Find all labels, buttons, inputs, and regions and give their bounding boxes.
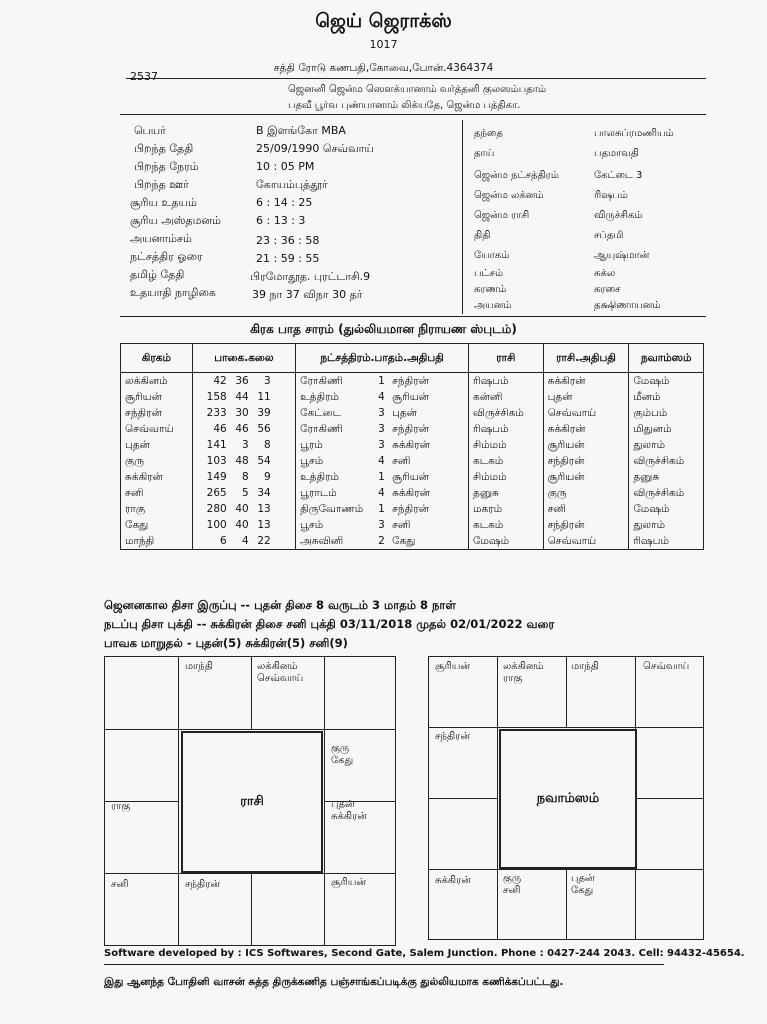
calculation-note: இது ஆனந்த போதினி வாசன் சுத்த திருக்கணித பஞ்சாங்கப்படிக்கு துல்லியமாக கணிக்கப்பட்டது.	[104, 976, 564, 988]
shop-number: 1017	[369, 38, 398, 51]
table-row	[121, 533, 704, 550]
planet-table	[120, 343, 704, 550]
star-lord: சூரியன்	[392, 470, 429, 483]
detail-label: பிறந்த தேதி	[134, 142, 194, 155]
detail-value: 21 : 59 : 55	[256, 252, 320, 265]
degree-minute	[192, 437, 295, 453]
table-header-row	[121, 344, 704, 373]
detail-value: கேட்டை 3	[594, 170, 643, 181]
detail-label: பிறந்த நேரம்	[134, 160, 199, 173]
degree: 100	[206, 519, 227, 531]
degree: 233	[206, 407, 227, 419]
detail-value: கோயம்புத்தூர்	[256, 178, 328, 191]
detail-label: ஜென்ம லக்னம்	[474, 190, 544, 201]
detail-value: சுக்ல	[594, 268, 616, 279]
pada: 3	[378, 422, 385, 435]
detail-value: 6 : 14 : 25	[256, 196, 313, 209]
rasi: கடகம்	[469, 517, 544, 533]
nakshatra-pada-lord	[296, 485, 469, 501]
rasi-lord: செவ்வாய்	[543, 405, 629, 421]
detail-value: பிரமோதூத. புரட்டாசி.9	[250, 270, 371, 283]
minute: 8	[242, 471, 249, 483]
rasi: மகரம்	[469, 501, 544, 517]
table-row	[121, 421, 704, 437]
detail-value: 25/09/1990 செவ்வாய்	[256, 142, 374, 155]
table-row	[121, 373, 704, 390]
navamsa: தனுசு	[629, 469, 704, 485]
rasi-lord: சந்திரன்	[543, 453, 629, 469]
second: 8	[264, 439, 271, 451]
table-title: கிரக பாத சாரம் (துல்லியமான நிராயண ஸ்புடம்)	[250, 322, 517, 336]
second: 39	[257, 407, 271, 419]
table-row	[121, 453, 704, 469]
degree-minute	[192, 453, 295, 469]
degree: 149	[206, 471, 227, 483]
detail-label: அயனம்	[474, 300, 512, 311]
detail-label: சூரிய அஸ்தமனம்	[130, 214, 221, 227]
detail-value: 23 : 36 : 58	[256, 234, 320, 247]
minute: 3	[242, 439, 249, 451]
detail-label: தமிழ் தேதி	[130, 268, 185, 281]
degree: 46	[213, 423, 227, 435]
detail-value: பாலசுப்ரமணியம்	[594, 128, 674, 139]
rasi-lord: செவ்வாய்	[543, 533, 629, 550]
divider	[120, 316, 706, 317]
table-header: ராசி	[469, 344, 544, 373]
pada: 3	[378, 406, 385, 419]
serial-number: 2537	[130, 70, 158, 83]
rasi-house-3: லக்கினம் செவ்வாய்	[257, 661, 304, 684]
navamsa: விருச்சிகம்	[629, 485, 704, 501]
navamsa-house-4: செவ்வாய்	[643, 661, 690, 672]
nakshatra-pada-lord	[296, 437, 469, 453]
degree: 141	[206, 439, 227, 451]
navamsa: கும்பம்	[629, 405, 704, 421]
blessing-line-1: ஜெனனி ஜென்ம ஸௌக்யானாம் வர்த்தனி குலஸம்பதாம்	[288, 84, 547, 95]
degree-minute	[192, 469, 295, 485]
navamsa-house-3: மாந்தி	[571, 661, 599, 672]
second: 56	[257, 423, 271, 435]
rasi-center: ராசி	[181, 731, 323, 873]
second: 13	[257, 519, 271, 531]
navamsa: விருச்சிகம்	[629, 453, 704, 469]
planet-name: குரு	[121, 453, 193, 469]
rasi: மேஷம்	[469, 533, 544, 550]
table-row	[121, 501, 704, 517]
degree-minute	[192, 421, 295, 437]
pada: 4	[378, 390, 385, 403]
degree-minute	[192, 405, 295, 421]
software-credit: Software developed by : ICS Softwares, Second Gate, Salem Junction. Phone : 0427-244 2043. Cell: 94432-45654.	[104, 948, 745, 959]
table-header: நட்சத்திரம்.பாதம்.அதிபதி	[296, 344, 469, 373]
navamsa: மேஷம்	[629, 373, 704, 390]
details-divider	[462, 120, 463, 314]
nakshatra-pada-lord	[296, 421, 469, 437]
table-row	[121, 485, 704, 501]
rasi: ரிஷபம்	[469, 421, 544, 437]
nakshatra: பூசம்	[300, 454, 324, 467]
detail-label: திதி	[474, 230, 491, 241]
navamsa-house-1: சூரியன்	[435, 661, 471, 672]
second: 13	[257, 503, 271, 515]
detail-label: பிறந்த ஊர்	[134, 178, 189, 191]
nakshatra: பூராடம்	[300, 486, 337, 499]
rasi-chart	[104, 656, 396, 946]
pada: 1	[378, 374, 385, 387]
rasi-house-5: ராகு	[111, 801, 131, 812]
planet-name: சூரியன்	[121, 389, 193, 405]
nakshatra: பூசம்	[300, 518, 324, 531]
pada: 2	[378, 534, 385, 547]
minute: 40	[235, 519, 249, 531]
nakshatra-pada-lord	[296, 405, 469, 421]
nakshatra-pada-lord	[296, 501, 469, 517]
planet-name: ராகு	[121, 501, 193, 517]
planet-name: கேது	[121, 517, 193, 533]
planet-name: செவ்வாய்	[121, 421, 193, 437]
table-header: பாகை.கலை	[192, 344, 295, 373]
detail-label: நட்சத்திர ஓரை	[130, 250, 203, 263]
degree: 6	[220, 535, 227, 547]
navamsa-house-5: சந்திரன்	[435, 731, 471, 742]
navamsa-house-13: சுக்கிரன்	[435, 875, 471, 886]
detail-label: யோகம்	[474, 250, 510, 261]
detail-value: 39 நா 37 விநா 30 தர்	[252, 288, 363, 301]
pada: 1	[378, 470, 385, 483]
table-row	[121, 389, 704, 405]
planet-name: மாந்தி	[121, 533, 193, 550]
detail-value: B இளங்கோ MBA	[256, 124, 346, 137]
navamsa: துலாம்	[629, 517, 704, 533]
degree-minute	[192, 533, 295, 550]
planet-name: புதன்	[121, 437, 193, 453]
rasi-house-14: சந்திரன்	[185, 879, 221, 890]
pada: 4	[378, 454, 385, 467]
table-row	[121, 437, 704, 453]
detail-label: பெயர்	[134, 124, 166, 137]
minute: 36	[235, 375, 249, 387]
navamsa-center: நவாம்ஸம்	[499, 729, 637, 869]
star-lord: சுக்கிரன்	[392, 438, 430, 451]
degree-minute	[192, 517, 295, 533]
degree: 158	[206, 391, 227, 403]
detail-value: ரிஷபம்	[594, 190, 628, 201]
detail-value: கரசை	[594, 284, 621, 295]
navamsa: மீனம்	[629, 389, 704, 405]
star-lord: சுக்கிரன்	[392, 486, 430, 499]
detail-label: பட்சம்	[474, 268, 503, 279]
detail-label: கரணம்	[474, 284, 507, 295]
shop-address: சத்தி ரோடு கணபதி,கோவை,போன்.4364374	[273, 62, 494, 74]
detail-value: சப்தமி	[594, 230, 624, 241]
planet-table-body	[121, 373, 704, 550]
rasi: விருச்சிகம்	[469, 405, 544, 421]
nakshatra: பூரம்	[300, 438, 323, 451]
second: 54	[257, 455, 271, 467]
divider	[104, 964, 664, 965]
minute: 46	[235, 423, 249, 435]
detail-label: ஜென்ம நட்சத்திரம்	[474, 170, 559, 181]
detail-value: 10 : 05 PM	[256, 160, 315, 173]
rasi: கன்னி	[469, 389, 544, 405]
pada: 1	[378, 502, 385, 515]
navamsa-chart	[428, 656, 704, 940]
star-lord: சனி	[392, 518, 411, 531]
detail-label: அயனாம்சம்	[130, 232, 192, 245]
table-header: கிரகம்	[121, 344, 193, 373]
nakshatra-pada-lord	[296, 533, 469, 550]
star-lord: சந்திரன்	[392, 374, 429, 387]
second: 11	[257, 391, 271, 403]
minute: 30	[235, 407, 249, 419]
rasi-lord: சனி	[543, 501, 629, 517]
pada: 4	[378, 486, 385, 499]
table-row	[121, 405, 704, 421]
degree: 265	[206, 487, 227, 499]
star-lord: சந்திரன்	[392, 422, 429, 435]
detail-value: ஆயுஷ்மான்	[594, 250, 650, 261]
star-lord: சனி	[392, 454, 411, 467]
star-lord: சந்திரன்	[392, 502, 429, 515]
divider	[120, 114, 706, 115]
planet-name: சந்திரன்	[121, 405, 193, 421]
rasi-house-2: மாந்தி	[185, 661, 213, 672]
blessing-line-2: பதவீ பூர்வ புண்யானாம் லிக்யதே, ஜென்ம பத்திகா.	[288, 100, 521, 111]
nakshatra: உத்திரம்	[300, 390, 339, 403]
nakshatra-pada-lord	[296, 469, 469, 485]
navamsa-house-2: லக்கினம் ராகு	[503, 661, 544, 684]
table-row	[121, 517, 704, 533]
planet-name: லக்கினம்	[121, 373, 193, 390]
degree: 280	[206, 503, 227, 515]
table-header: ராசி.அதிபதி	[543, 344, 629, 373]
navamsa: மேஷம்	[629, 501, 704, 517]
nakshatra-pada-lord	[296, 373, 469, 390]
second: 22	[257, 535, 271, 547]
detail-label: ஜென்ம ராசி	[474, 210, 530, 221]
second: 34	[257, 487, 271, 499]
second: 9	[264, 471, 271, 483]
second: 3	[264, 375, 271, 387]
rasi-house-13: சனி	[111, 879, 129, 890]
shop-title: ஜெய் ஜெராக்ஸ்	[315, 10, 452, 32]
pada: 3	[378, 518, 385, 531]
nakshatra: கேட்டை	[300, 406, 341, 419]
rasi-lord: சுக்கிரன்	[543, 421, 629, 437]
rasi-house-8: குரு கேது	[331, 743, 354, 766]
pada: 3	[378, 438, 385, 451]
rasi: சிம்மம்	[469, 437, 544, 453]
minute: 4	[242, 535, 249, 547]
degree: 42	[213, 375, 227, 387]
star-lord: புதன்	[392, 406, 417, 419]
rasi-lord: குரு	[543, 485, 629, 501]
rasi-lord: புதன்	[543, 389, 629, 405]
rasi: கடகம்	[469, 453, 544, 469]
detail-label: தந்தை	[474, 128, 503, 139]
navamsa: ரிஷபம்	[629, 533, 704, 550]
planet-name: சனி	[121, 485, 193, 501]
nakshatra: உத்திரம்	[300, 470, 339, 483]
rasi: ரிஷபம்	[469, 373, 544, 390]
navamsa-house-15: புதன் கேது	[571, 873, 595, 896]
nakshatra-pada-lord	[296, 453, 469, 469]
nakshatra: அசுவினி	[300, 534, 344, 547]
rasi-lord: சூரியன்	[543, 437, 629, 453]
detail-label: சூரிய உதயம்	[130, 196, 197, 209]
nakshatra: திருவோணம்	[300, 502, 364, 515]
degree-minute	[192, 373, 295, 390]
rasi: தனுசு	[469, 485, 544, 501]
rasi-lord: சந்திரன்	[543, 517, 629, 533]
star-lord: சூரியன்	[392, 390, 429, 403]
planet-name: சுக்கிரன்	[121, 469, 193, 485]
detail-value: விருச்சிகம்	[594, 210, 643, 221]
minute: 44	[235, 391, 249, 403]
minute: 40	[235, 503, 249, 515]
dasa-balance: ஜெனனகால திசா இருப்பு -- புதன் திசை 8 வருடம் 3 மாதம் 8 நாள்	[104, 598, 456, 612]
minute: 48	[235, 455, 249, 467]
divider	[126, 78, 706, 79]
minute: 5	[242, 487, 249, 499]
rasi-house-12: புதன் சுக்கிரன்	[331, 799, 367, 822]
navamsa: மிதுனம்	[629, 421, 704, 437]
detail-value: பதமாவதி	[594, 148, 639, 159]
detail-value: 6 : 13 : 3	[256, 214, 306, 227]
star-lord: கேது	[392, 534, 416, 547]
degree-minute	[192, 485, 295, 501]
nakshatra-pada-lord	[296, 517, 469, 533]
bhava-change: பாவக மாறுதல் - புதன்(5) சுக்கிரன்(5) சனி(9)	[104, 636, 348, 650]
degree: 103	[206, 455, 227, 467]
detail-label: தாய்	[474, 148, 495, 159]
detail-value: தக்ஷிணாயனம்	[594, 300, 661, 311]
nakshatra-pada-lord	[296, 389, 469, 405]
degree-minute	[192, 389, 295, 405]
nakshatra: ரோகிணி	[300, 422, 343, 435]
degree-minute	[192, 501, 295, 517]
navamsa: துலாம்	[629, 437, 704, 453]
table-row	[121, 469, 704, 485]
rasi-house-16: சூரியன்	[331, 877, 367, 888]
current-dasa-bhukti: நடப்பு திசா புக்தி -- சுக்கிரன் திசை சனி புக்தி 03/11/2018 முதல் 02/01/2022 வரை	[104, 617, 555, 631]
detail-label: உதயாதி நாழிகை	[130, 286, 216, 299]
navamsa-house-14: குரு சனி	[503, 873, 522, 896]
nakshatra: ரோகிணி	[300, 374, 343, 387]
rasi-lord: சுக்கிரன்	[543, 373, 629, 390]
rasi: சிம்மம்	[469, 469, 544, 485]
table-header: நவாம்ஸம்	[629, 344, 704, 373]
rasi-lord: சூரியன்	[543, 469, 629, 485]
